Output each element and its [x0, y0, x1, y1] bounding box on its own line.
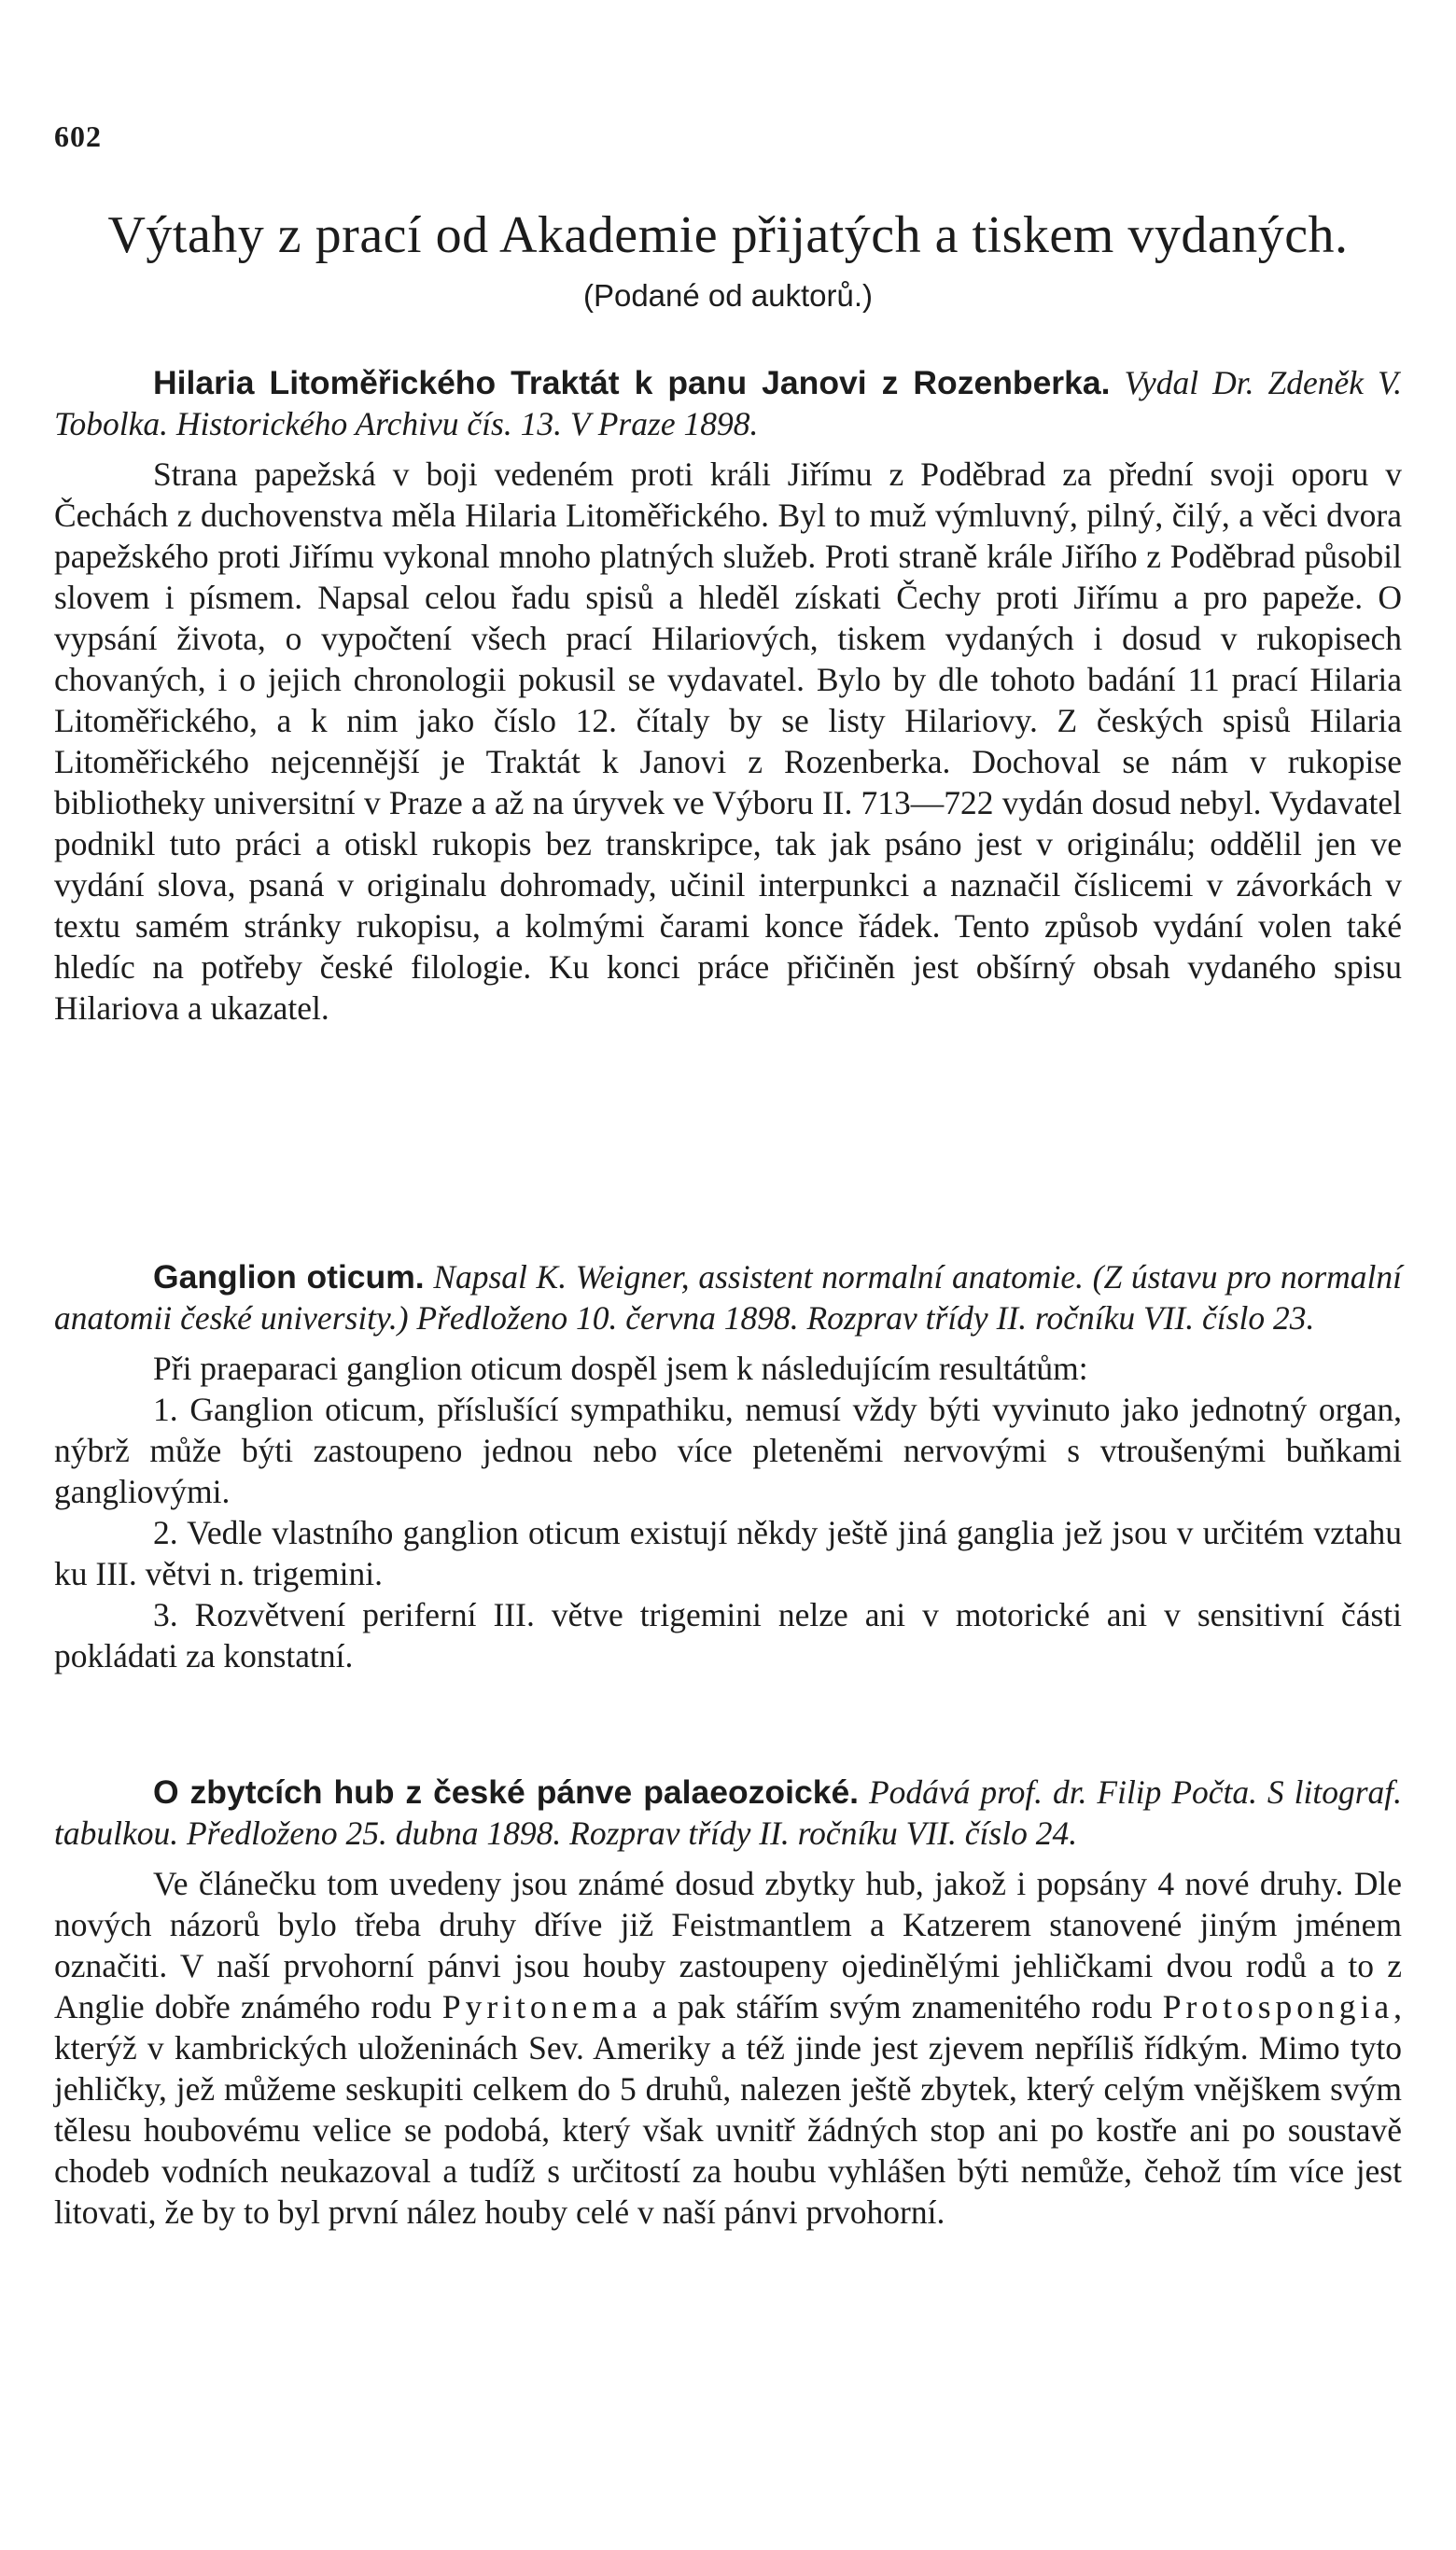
- article-title: O zbytcích hub z české pánve palaeozoické.: [153, 1773, 860, 1811]
- article-hilarius: [54, 362, 1402, 1029]
- article-title: Hilaria Litoměřického Traktát k panu Janovi z Rozenberka.: [153, 364, 1111, 401]
- genus-name: Pyritonema: [441, 1988, 642, 2025]
- article-heading: [54, 1256, 1402, 1338]
- article-heading: [54, 362, 1402, 444]
- article-paragraph: 3. Rozvětvení periferní III. větve trigemini nelze ani v motorické ani v sensitivní části pokládati za konstatní.: [54, 1596, 1402, 1674]
- genus-name: Protospongia: [1162, 1988, 1394, 2025]
- article-paragraph: Při praeparaci ganglion oticum dospěl jsem k následujícím resultátům:: [153, 1350, 1088, 1387]
- page-title: Výtahy z prací od Akademie přijatých a tiskem vydaných.: [107, 206, 1349, 264]
- article-paragraph: [54, 1863, 1402, 2233]
- article-sponges: [54, 1772, 1402, 2233]
- paragraph-text: , kterýž v kambrických uloženinách Sev. Ameriky a též jinde jest zjevem nepříliš řídkým. Mimo tyto jehličky, jež můžeme seskupiti celkem do 5 druhů, nalezen ještě zbytek, který celým vnějškem svým tělesu houbovému velice se podobá, který však uvnitř žádných stop ani po kostře ani po soustavě chodeb vodních neukazoval a tudíž s určitostí za houbu vyhlášen býti nemůže, čehož tím více jest litovati, že by to byl první nález houby celé v naší pánvi prvohorní.: [54, 1988, 1403, 2231]
- article-citation: Podává prof. dr. Filip Počta. S litograf. tabulkou. Předloženo 25. dubna 1898. Rozprav třídy II. ročníku VII. číslo 24.: [54, 1773, 1402, 1852]
- page-subtitle: (Podané od auktorů.): [582, 278, 874, 313]
- page-number: 602: [54, 119, 102, 153]
- article-ganglion: [54, 1256, 1402, 1676]
- article-title: Ganglion oticum.: [153, 1258, 425, 1296]
- paragraph-text: Ve článečku tom uvedeny jsou známé dosud zbytky hub, jakož i popsány 4 nové druhy. Dle nových názorů bylo třeba druhy dříve již Feistmantlem a Katzerem stanovené jiným jménem označiti. V naší prvohorní pánvi jsou houby zastoupeny ojedinělými jehličkami dvou rodů a to z Anglie dobře známého rodu: [54, 1865, 1402, 2025]
- article-paragraph: 2. Vedle vlastního ganglion oticum existují někdy ještě jiná ganglia jež jsou v určitém vztahu ku III. větvi n. trigemini.: [54, 1514, 1402, 1592]
- article-paragraph: 1. Ganglion oticum, příslušící sympathiku, nemusí vždy býti vyvinuto jako jednotný organ, nýbrž může býti zastoupeno jednou nebo více pleteněmi nervovými s vtroušenými buňkami gangliovými.: [54, 1391, 1402, 1510]
- paragraph-text: a pak stářím svým znamenitého rodu: [651, 1988, 1153, 2025]
- article-citation: Napsal K. Weigner, assistent normalní anatomie. (Z ústavu pro normalní anatomii české university.) Předloženo 10. června 1898. Rozprav třídy II. ročníku VII. číslo 23.: [54, 1258, 1402, 1337]
- article-citation: Vydal Dr. Zdeněk V. Tobolka. Historického Archivu čís. 13. V Praze 1898.: [54, 364, 1403, 442]
- article-paragraph: Strana papežská v boji vedeném proti králi Jiřímu z Poděbrad za přední svoji oporu v Čechách z duchovenstva měla Hilaria Litoměřického. Byl to muž výmluvný, pilný, čilý, a věci dvora papežského proti Jiřímu vykonal mnoho platných služeb. Proti straně krále Jiřího z Poděbrad působil slovem i písmem. Napsal celou řadu spisů a hleděl získati Čechy proti Jiřímu a pro papeže. O vypsání života, o vypočtení všech prací Hilariových, tiskem vydaných i dosud v rukopisech chovaných, i o jejich chronologii pokusil se vydavatel. Bylo by dle tohoto badání 11 prací Hilaria Litoměřického, a k nim jako číslo 12. čítaly by se listy Hilariovy. Z českých spisů Hilaria Litoměřického nejcennější je Traktát k Janovi z Rozenberka. Dochoval se nám v rukopise bibliotheky universitní v Praze a až na úryvek ve Výboru II. 713—722 vydán dosud nebyl. Vydavatel podnikl tuto práci a otiskl rukopis bez transkripce, tak jak psáno jest v originálu; oddělil jen ve vydání slova, psaná v originalu dohromady, učinil interpunkci a naznačil číslicemi v závorkách v textu samém stránky rukopisu, a kolmými čarami konce řádek. Tento způsob vydání volen také hledíc na potřeby české filologie. Ku konci práce přičiněn jest obšírný obsah vydaného spisu Hilariova a ukazatel.: [54, 455, 1402, 1027]
- article-heading: [54, 1772, 1402, 1854]
